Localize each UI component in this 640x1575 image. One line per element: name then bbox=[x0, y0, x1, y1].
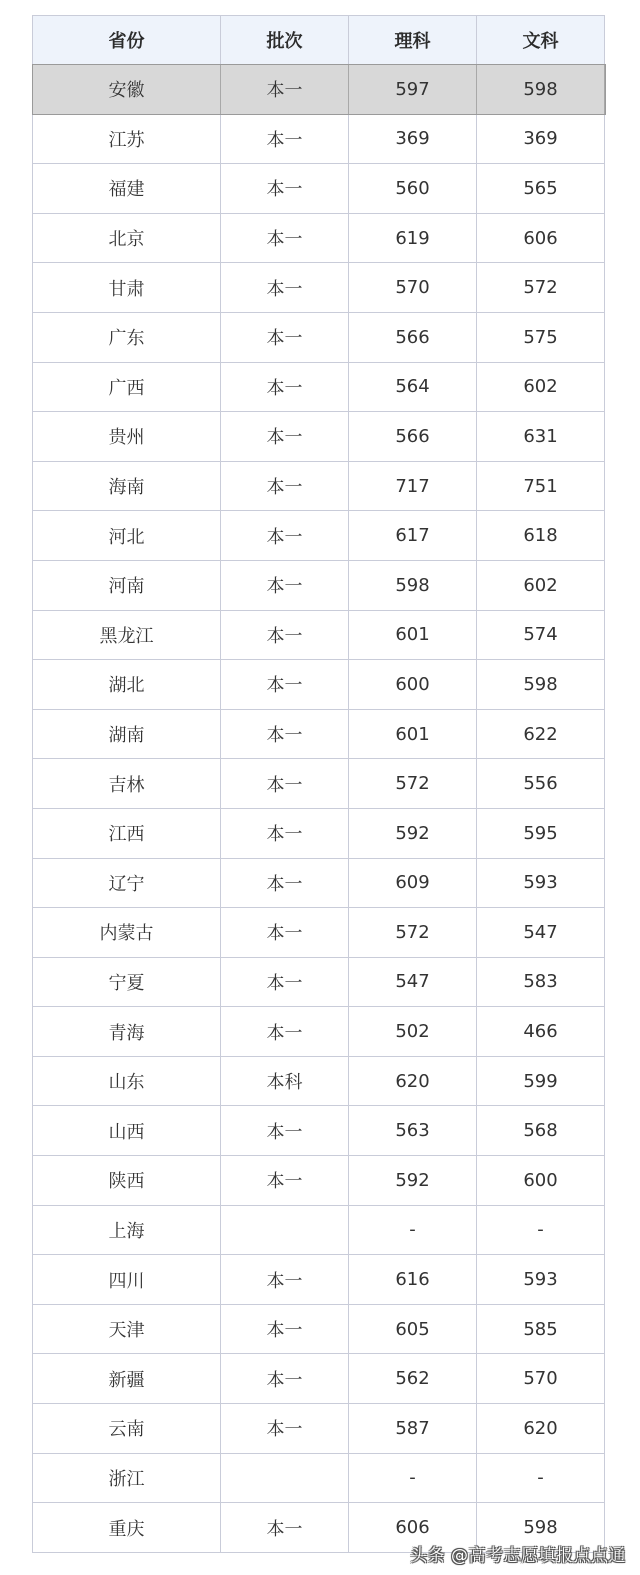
cell-science-score: 566 bbox=[349, 412, 477, 462]
column-header-batch: 批次 bbox=[221, 16, 349, 65]
cell-batch: 本一 bbox=[221, 1404, 349, 1454]
cell-arts-score: 556 bbox=[477, 759, 605, 809]
cell-province: 广东 bbox=[33, 312, 221, 362]
watermark: 头条 @高考志愿填报点点通 bbox=[410, 1546, 626, 1566]
cell-batch: 本一 bbox=[221, 1255, 349, 1305]
cell-science-score: 717 bbox=[349, 461, 477, 511]
admission-score-table bbox=[32, 15, 605, 1553]
cell-arts-score: 622 bbox=[477, 709, 605, 759]
cell-province: 山东 bbox=[33, 1056, 221, 1106]
table-row bbox=[33, 1404, 605, 1454]
cell-province: 湖北 bbox=[33, 660, 221, 710]
cell-arts-score: 598 bbox=[477, 660, 605, 710]
cell-province: 内蒙古 bbox=[33, 908, 221, 958]
cell-batch: 本一 bbox=[221, 1007, 349, 1057]
cell-science-score: - bbox=[349, 1453, 477, 1503]
cell-arts-score: 620 bbox=[477, 1404, 605, 1454]
table-row bbox=[33, 660, 605, 710]
table-row bbox=[33, 560, 605, 610]
cell-province: 贵州 bbox=[33, 412, 221, 462]
cell-science-score: - bbox=[349, 1205, 477, 1255]
cell-science-score: 601 bbox=[349, 709, 477, 759]
cell-arts-score: 593 bbox=[477, 1255, 605, 1305]
table-row bbox=[33, 461, 605, 511]
table-row bbox=[33, 957, 605, 1007]
cell-arts-score: 593 bbox=[477, 858, 605, 908]
table-row bbox=[33, 709, 605, 759]
cell-batch bbox=[221, 1205, 349, 1255]
cell-province: 黑龙江 bbox=[33, 610, 221, 660]
column-header-province: 省份 bbox=[33, 16, 221, 65]
cell-science-score: 620 bbox=[349, 1056, 477, 1106]
table-row bbox=[33, 908, 605, 958]
cell-batch: 本一 bbox=[221, 412, 349, 462]
table-row bbox=[33, 1453, 605, 1503]
table-row bbox=[33, 362, 605, 412]
cell-science-score: 547 bbox=[349, 957, 477, 1007]
cell-arts-score: 574 bbox=[477, 610, 605, 660]
cell-province: 河北 bbox=[33, 511, 221, 561]
cell-science-score: 598 bbox=[349, 560, 477, 610]
cell-arts-score: 568 bbox=[477, 1106, 605, 1156]
cell-science-score: 560 bbox=[349, 164, 477, 214]
table-row bbox=[33, 511, 605, 561]
cell-arts-score: 631 bbox=[477, 412, 605, 462]
cell-science-score: 600 bbox=[349, 660, 477, 710]
table-row bbox=[33, 610, 605, 660]
table-row bbox=[33, 1255, 605, 1305]
cell-arts-score: 751 bbox=[477, 461, 605, 511]
cell-science-score: 502 bbox=[349, 1007, 477, 1057]
table-row bbox=[33, 263, 605, 313]
cell-science-score: 570 bbox=[349, 263, 477, 313]
cell-province: 河南 bbox=[33, 560, 221, 610]
cell-batch: 本一 bbox=[221, 908, 349, 958]
cell-science-score: 619 bbox=[349, 213, 477, 263]
table-row bbox=[33, 759, 605, 809]
cell-arts-score: - bbox=[477, 1205, 605, 1255]
cell-batch: 本一 bbox=[221, 660, 349, 710]
cell-science-score: 566 bbox=[349, 312, 477, 362]
cell-batch: 本一 bbox=[221, 808, 349, 858]
table-row bbox=[33, 412, 605, 462]
cell-province: 福建 bbox=[33, 164, 221, 214]
table-row bbox=[33, 1106, 605, 1156]
cell-batch: 本一 bbox=[221, 759, 349, 809]
cell-arts-score: 602 bbox=[477, 560, 605, 610]
cell-arts-score: - bbox=[477, 1453, 605, 1503]
cell-province: 宁夏 bbox=[33, 957, 221, 1007]
table-row bbox=[33, 1304, 605, 1354]
cell-arts-score: 598 bbox=[477, 65, 605, 115]
cell-arts-score: 572 bbox=[477, 263, 605, 313]
cell-arts-score: 606 bbox=[477, 213, 605, 263]
cell-province: 甘肃 bbox=[33, 263, 221, 313]
table-row bbox=[33, 164, 605, 214]
table-header bbox=[33, 16, 605, 65]
cell-arts-score: 595 bbox=[477, 808, 605, 858]
cell-batch: 本一 bbox=[221, 65, 349, 115]
cell-science-score: 605 bbox=[349, 1304, 477, 1354]
cell-province: 辽宁 bbox=[33, 858, 221, 908]
cell-arts-score: 618 bbox=[477, 511, 605, 561]
cell-province: 陕西 bbox=[33, 1156, 221, 1206]
cell-batch: 本一 bbox=[221, 164, 349, 214]
cell-arts-score: 466 bbox=[477, 1007, 605, 1057]
cell-province: 吉林 bbox=[33, 759, 221, 809]
cell-province: 上海 bbox=[33, 1205, 221, 1255]
cell-batch: 本科 bbox=[221, 1056, 349, 1106]
cell-arts-score: 547 bbox=[477, 908, 605, 958]
cell-science-score: 564 bbox=[349, 362, 477, 412]
cell-science-score: 587 bbox=[349, 1404, 477, 1454]
cell-province: 青海 bbox=[33, 1007, 221, 1057]
cell-arts-score: 369 bbox=[477, 114, 605, 164]
cell-batch: 本一 bbox=[221, 1106, 349, 1156]
cell-science-score: 592 bbox=[349, 808, 477, 858]
cell-arts-score: 598 bbox=[477, 1503, 605, 1553]
cell-arts-score: 583 bbox=[477, 957, 605, 1007]
cell-batch: 本一 bbox=[221, 957, 349, 1007]
table-row bbox=[33, 114, 605, 164]
table-body bbox=[33, 65, 605, 1553]
cell-batch: 本一 bbox=[221, 362, 349, 412]
cell-batch: 本一 bbox=[221, 213, 349, 263]
cell-batch: 本一 bbox=[221, 1354, 349, 1404]
cell-science-score: 572 bbox=[349, 759, 477, 809]
cell-province: 江苏 bbox=[33, 114, 221, 164]
cell-province: 北京 bbox=[33, 213, 221, 263]
cell-batch: 本一 bbox=[221, 312, 349, 362]
cell-batch: 本一 bbox=[221, 858, 349, 908]
column-header-science: 理科 bbox=[349, 16, 477, 65]
table-row bbox=[33, 808, 605, 858]
cell-batch: 本一 bbox=[221, 560, 349, 610]
cell-science-score: 592 bbox=[349, 1156, 477, 1206]
cell-arts-score: 575 bbox=[477, 312, 605, 362]
cell-science-score: 597 bbox=[349, 65, 477, 115]
table-row bbox=[33, 1056, 605, 1106]
cell-science-score: 606 bbox=[349, 1503, 477, 1553]
cell-science-score: 563 bbox=[349, 1106, 477, 1156]
cell-province: 浙江 bbox=[33, 1453, 221, 1503]
cell-science-score: 601 bbox=[349, 610, 477, 660]
cell-arts-score: 565 bbox=[477, 164, 605, 214]
table-row bbox=[33, 1007, 605, 1057]
cell-batch bbox=[221, 1453, 349, 1503]
table-row bbox=[33, 312, 605, 362]
table-row bbox=[33, 858, 605, 908]
cell-province: 天津 bbox=[33, 1304, 221, 1354]
cell-science-score: 617 bbox=[349, 511, 477, 561]
cell-batch: 本一 bbox=[221, 461, 349, 511]
cell-science-score: 572 bbox=[349, 908, 477, 958]
cell-province: 江西 bbox=[33, 808, 221, 858]
cell-batch: 本一 bbox=[221, 1304, 349, 1354]
cell-arts-score: 602 bbox=[477, 362, 605, 412]
cell-batch: 本一 bbox=[221, 511, 349, 561]
cell-science-score: 609 bbox=[349, 858, 477, 908]
score-table-container bbox=[32, 15, 604, 1553]
cell-batch: 本一 bbox=[221, 1156, 349, 1206]
cell-province: 山西 bbox=[33, 1106, 221, 1156]
cell-province: 湖南 bbox=[33, 709, 221, 759]
cell-batch: 本一 bbox=[221, 263, 349, 313]
cell-province: 广西 bbox=[33, 362, 221, 412]
cell-province: 云南 bbox=[33, 1404, 221, 1454]
cell-arts-score: 599 bbox=[477, 1056, 605, 1106]
table-row bbox=[33, 1156, 605, 1206]
cell-batch: 本一 bbox=[221, 1503, 349, 1553]
header-row bbox=[33, 16, 605, 65]
cell-province: 安徽 bbox=[33, 65, 221, 115]
table-row bbox=[33, 65, 605, 115]
cell-batch: 本一 bbox=[221, 114, 349, 164]
cell-province: 重庆 bbox=[33, 1503, 221, 1553]
cell-science-score: 562 bbox=[349, 1354, 477, 1404]
table-row bbox=[33, 1205, 605, 1255]
table-row bbox=[33, 1354, 605, 1404]
cell-science-score: 616 bbox=[349, 1255, 477, 1305]
cell-arts-score: 600 bbox=[477, 1156, 605, 1206]
cell-batch: 本一 bbox=[221, 709, 349, 759]
cell-science-score: 369 bbox=[349, 114, 477, 164]
column-header-arts: 文科 bbox=[477, 16, 605, 65]
cell-arts-score: 570 bbox=[477, 1354, 605, 1404]
cell-province: 四川 bbox=[33, 1255, 221, 1305]
cell-arts-score: 585 bbox=[477, 1304, 605, 1354]
cell-province: 海南 bbox=[33, 461, 221, 511]
cell-batch: 本一 bbox=[221, 610, 349, 660]
cell-province: 新疆 bbox=[33, 1354, 221, 1404]
table-row bbox=[33, 213, 605, 263]
